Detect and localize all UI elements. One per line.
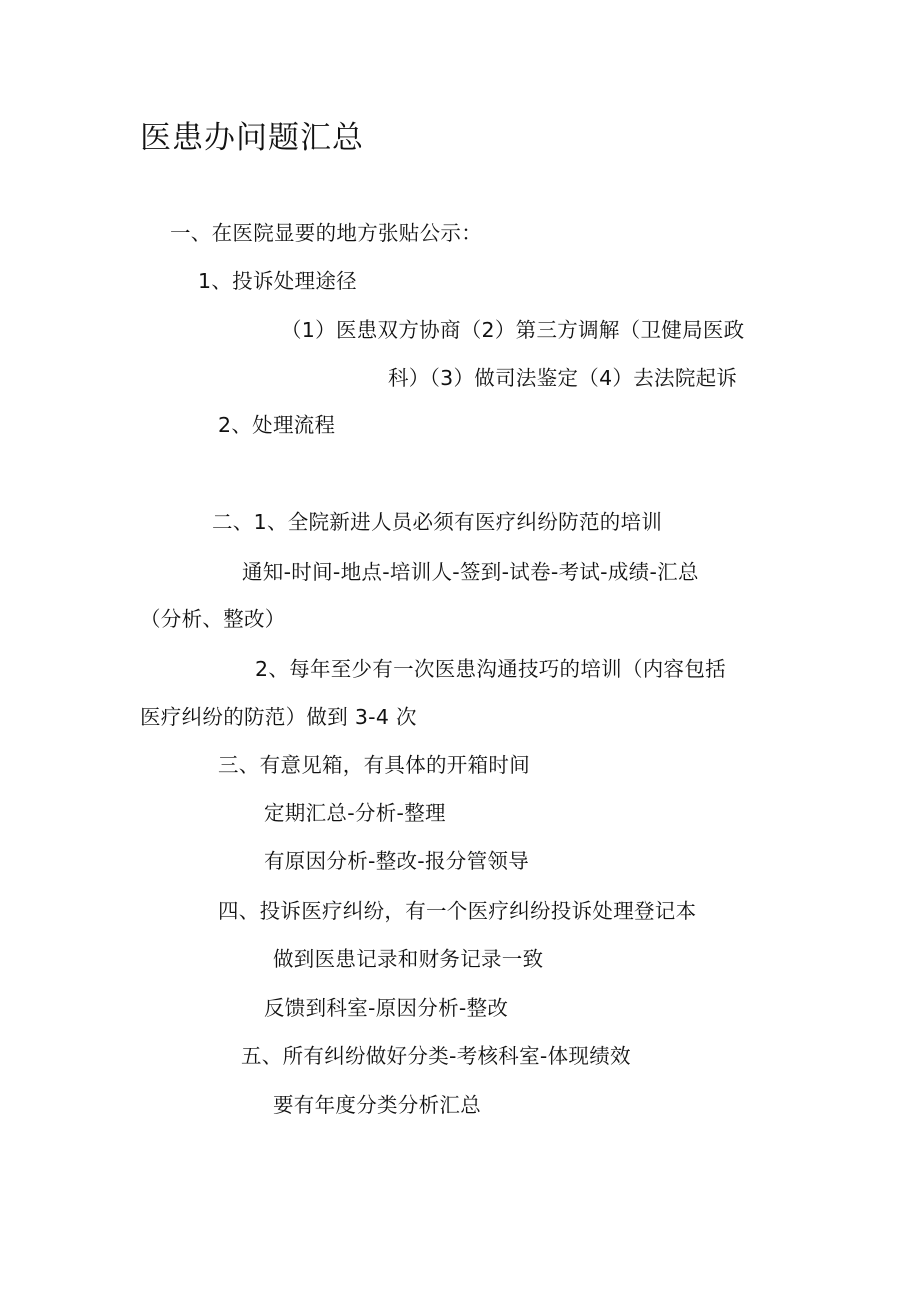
- item-2-2: 2、每年至少有一次医患沟通技巧的培训（内容包括: [255, 657, 726, 681]
- item-3-1: 定期汇总-分析-整理: [264, 801, 446, 825]
- item-5-1: 要有年度分类分析汇总: [273, 1093, 481, 1117]
- item-4-1: 做到医患记录和财务记录一致: [273, 947, 544, 971]
- item-2-2-cont: 医疗纠纷的防范）做到 3-4 次: [140, 705, 417, 729]
- section-3-heading: 三、有意见箱，有具体的开箱时间: [218, 753, 530, 777]
- item-1-1-detail-a: （1）医患双方协商（2）第三方调解（卫健局医政: [281, 318, 745, 342]
- section-2-heading: 二、1、全院新进人员必须有医疗纠纷防范的培训: [212, 510, 663, 534]
- section-1-heading: 一、在医院显要的地方张贴公示：: [170, 221, 482, 245]
- section-4-heading: 四、投诉医疗纠纷，有一个医疗纠纷投诉处理登记本: [218, 899, 697, 923]
- item-1-2: 2、处理流程: [218, 413, 336, 437]
- item-4-2: 反馈到科室-原因分析-整改: [264, 996, 509, 1020]
- item-1-1-detail-b: 科）（3）做司法鉴定（4）去法院起诉: [388, 366, 738, 390]
- item-2-1-detail: 通知-时间-地点-培训人-签到-试卷-考试-成绩-汇总: [242, 560, 699, 584]
- page-title: 医患办问题汇总: [140, 120, 364, 156]
- item-3-2: 有原因分析-整改-报分管领导: [264, 849, 529, 873]
- item-2-1-detail-cont: （分析、整改）: [140, 607, 286, 631]
- section-5-heading: 五、所有纠纷做好分类-考核科室-体现绩效: [241, 1044, 631, 1068]
- item-1-1: 1、投诉处理途径: [198, 269, 357, 293]
